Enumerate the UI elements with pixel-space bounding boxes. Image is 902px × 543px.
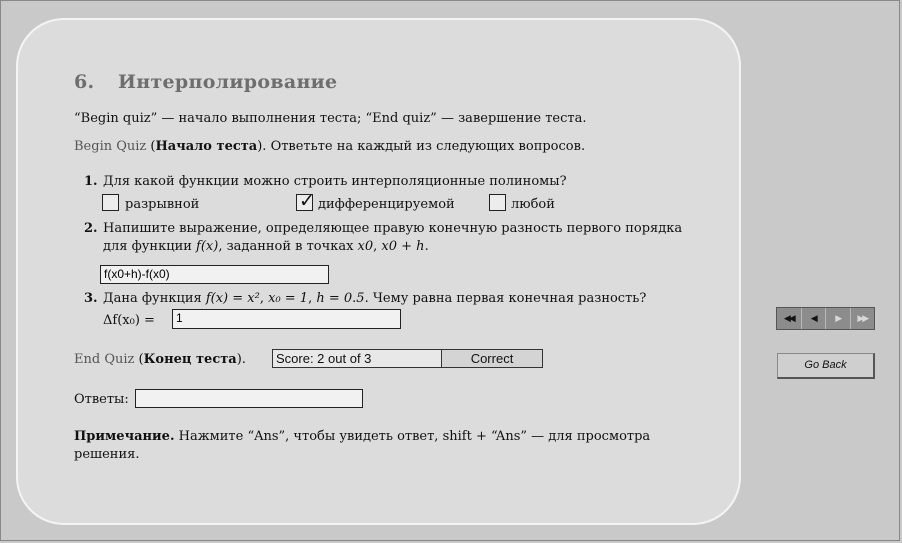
score-field: Score: 2 out of 3 (272, 349, 442, 368)
note-line2: решения. (74, 447, 140, 462)
note-line1 (74, 429, 650, 445)
end-quiz-line (74, 352, 246, 368)
begin-quiz-line (74, 139, 585, 155)
next-page-icon[interactable]: ▶ (826, 308, 851, 329)
q2-function: f(x) (196, 239, 219, 254)
q3-answer-field[interactable]: 1 (172, 309, 401, 329)
last-page-icon[interactable]: ▶▶ (857, 313, 868, 324)
end-open: ( (134, 352, 144, 367)
section-title (74, 71, 337, 93)
go-back-button[interactable]: Go Back (777, 353, 875, 379)
q3-text (103, 291, 646, 307)
first-page-icon[interactable]: ◀◀ (777, 308, 802, 329)
q2-line2-b: , заданной в точках (218, 239, 358, 254)
q3-number: 3. (84, 291, 98, 306)
note-bold: Примечание. (74, 429, 175, 444)
q2-line2-d: . (424, 239, 429, 254)
section-number: 6. (74, 71, 95, 93)
begin-quiz-bold: Начало теста (155, 139, 258, 154)
q1-option-checkbox-3[interactable] (489, 194, 506, 211)
q2-line2 (103, 239, 429, 255)
q2-x0-plus-h: x0 + h (381, 239, 425, 254)
begin-open: ( (146, 139, 156, 154)
answers-field[interactable] (135, 389, 363, 408)
q1-option-label-2: дифференцируемой (318, 197, 455, 212)
begin-rest: ). Ответьте на каждый из следующих вопросов. (257, 139, 586, 154)
q2-x0: x0 (357, 239, 374, 254)
note-text: Нажмите “Ans”, чтобы увидеть ответ, shift + “Ans” — для просмотра (174, 429, 651, 444)
end-quiz-bold: Конец теста (143, 352, 237, 367)
q1-option-label-3: любой (511, 197, 555, 212)
prev-page-icon[interactable]: ◀ (802, 308, 827, 329)
q2-answer-field[interactable]: f(x0+h)-f(x0) (100, 265, 329, 284)
q3-sep1: , (259, 291, 269, 306)
navigation-bar (776, 307, 875, 330)
begin-quiz-link[interactable]: Begin Quiz (74, 139, 147, 154)
q2-line2-c: , (373, 239, 382, 254)
q2-line1: Напишите выражение, определяющее правую конечную разность первого порядка (103, 221, 683, 236)
q3-x0: x₀ = 1 (268, 291, 309, 306)
q3-lhs: Δf(x₀) = (103, 313, 155, 328)
q3-function: f(x) = x² (205, 291, 260, 306)
q2-number: 2. (84, 221, 98, 236)
q1-text: Для какой функции можно строить интерполяционные полиномы? (103, 174, 567, 189)
q1-option-label-1: разрывной (125, 197, 200, 212)
q1-option-checkbox-1[interactable] (102, 194, 119, 211)
section-title-text: Интерполирование (118, 71, 338, 93)
checkmark-icon: ✓ (299, 190, 315, 212)
correct-button[interactable]: Correct (441, 349, 543, 368)
intro-text: “Begin quiz” — начало выполнения теста; “End quiz” — завершение теста. (74, 111, 587, 126)
q3-text-a: Дана функция (103, 291, 206, 306)
q1-number: 1. (84, 174, 98, 189)
q3-text-b: . Чему равна первая конечная разность? (364, 291, 647, 306)
q3-h: h = 0.5 (316, 291, 365, 306)
answers-label: Ответы: (74, 392, 129, 407)
end-close: ). (236, 352, 246, 367)
q2-line2-a: для функции (103, 239, 197, 254)
q1-option-checkbox-2[interactable] (296, 190, 315, 212)
q3-sep2: , (308, 291, 317, 306)
end-quiz-link[interactable]: End Quiz (74, 352, 135, 367)
